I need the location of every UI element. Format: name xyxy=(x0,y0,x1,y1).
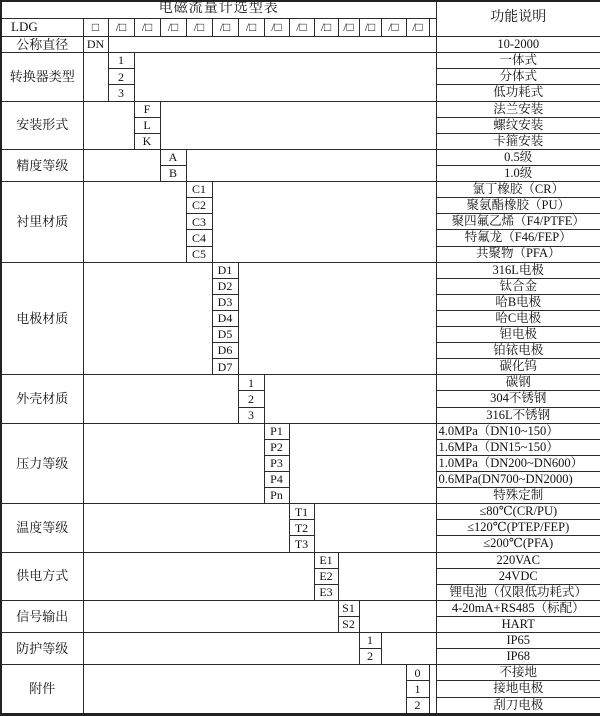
code-placeholder-cell: /□ xyxy=(359,18,381,36)
spec-row xyxy=(1,633,600,649)
value-cell: IP68 xyxy=(436,649,600,665)
spacer-cell xyxy=(83,262,212,375)
code-cell: T1 xyxy=(289,504,314,520)
section-label: 安装形式 xyxy=(1,101,83,149)
code-cell: P2 xyxy=(264,439,289,455)
function-description-header: 功能说明 xyxy=(436,1,600,36)
code-cell: D2 xyxy=(212,278,238,294)
value-cell: 接地电极 xyxy=(436,681,600,697)
section-label: 附件 xyxy=(1,665,83,715)
spacer-cell xyxy=(83,53,108,101)
code-cell: C3 xyxy=(186,214,212,230)
spec-row xyxy=(1,182,600,198)
spec-row xyxy=(1,149,600,165)
value-cell: 220VAC xyxy=(436,552,600,568)
spec-row xyxy=(1,375,600,391)
code-cell: P4 xyxy=(264,472,289,488)
value-cell: ≤200℃(PFA) xyxy=(436,536,600,552)
spec-row xyxy=(1,262,600,278)
title-row xyxy=(1,1,600,18)
spacer-cell xyxy=(160,101,436,149)
code-cell: 2 xyxy=(359,649,381,665)
code-cell: 1 xyxy=(406,681,429,697)
code-placeholder-cell: /□ xyxy=(212,18,238,36)
spacer-cell xyxy=(83,182,186,263)
code-cell: S1 xyxy=(338,600,359,616)
code-cell: T3 xyxy=(289,536,314,552)
code-placeholder-cell: /□ xyxy=(289,18,314,36)
value-cell: 316L不锈钢 xyxy=(436,407,600,423)
code-cell: C2 xyxy=(186,198,212,214)
code-cell: 2 xyxy=(238,391,264,407)
spacer-cell xyxy=(83,149,160,181)
code-cell: 3 xyxy=(108,85,134,101)
spacer-cell xyxy=(83,600,338,632)
code-cell: 2 xyxy=(406,697,429,714)
value-cell: ≤80℃(CR/PU) xyxy=(436,504,600,520)
value-cell: 特殊定制 xyxy=(436,488,600,504)
spacer-cell xyxy=(83,375,238,423)
spec-row xyxy=(1,552,600,568)
code-cell: E1 xyxy=(314,552,338,568)
value-cell: 24VDC xyxy=(436,568,600,584)
code-cell: C5 xyxy=(186,246,212,262)
value-cell: 一体式 xyxy=(436,53,600,69)
spacer-cell xyxy=(83,101,134,149)
spacer-cell xyxy=(314,504,436,552)
value-cell: 聚四氟乙烯（F4/PTFE） xyxy=(436,214,600,230)
code-cell: 1 xyxy=(359,633,381,649)
spacer-cell xyxy=(338,552,436,600)
code-placeholder-cell: /□ xyxy=(108,18,134,36)
code-cell: E2 xyxy=(314,568,338,584)
section-label: 压力等级 xyxy=(1,423,83,504)
value-cell: 共聚物（PFA） xyxy=(436,246,600,262)
code-cell: E3 xyxy=(314,584,338,600)
value-cell: 钛合金 xyxy=(436,278,600,294)
value-cell: HART xyxy=(436,617,600,633)
spec-row xyxy=(1,665,600,681)
spacer-cell xyxy=(359,600,436,632)
value-cell: 4.0MPa（DN10~150） xyxy=(436,423,600,439)
section-label: 电极材质 xyxy=(1,262,83,375)
code-cell: C4 xyxy=(186,230,212,246)
value-cell: 刮刀电极 xyxy=(436,697,600,714)
value-cell: 铂铱电极 xyxy=(436,343,600,359)
value-cell: 10-2000 xyxy=(436,36,600,53)
section-label: 供电方式 xyxy=(1,552,83,600)
code-cell: 2 xyxy=(108,69,134,85)
code-placeholder-cell: /□ xyxy=(134,18,160,36)
section-label: 转换器类型 xyxy=(1,53,83,101)
code-cell: D1 xyxy=(212,262,238,278)
value-cell: IP65 xyxy=(436,633,600,649)
code-placeholder-cell: /□ xyxy=(338,18,359,36)
code-placeholder-cell: /□ xyxy=(186,18,212,36)
code-cell: D3 xyxy=(212,294,238,310)
value-cell: 特氟龙（F46/FEP） xyxy=(436,230,600,246)
spacer-cell xyxy=(289,423,436,504)
value-cell: 不接地 xyxy=(436,665,600,681)
value-cell: 分体式 xyxy=(436,69,600,85)
value-cell: 碳钢 xyxy=(436,375,600,391)
code-cell: D4 xyxy=(212,310,238,326)
value-cell: 氯丁橡胶（CR） xyxy=(436,182,600,198)
spec-row xyxy=(1,600,600,616)
code-cell: S2 xyxy=(338,617,359,633)
spacer-cell xyxy=(83,552,314,600)
section-label: 衬里材质 xyxy=(1,182,83,263)
code-cell: D6 xyxy=(212,343,238,359)
code-placeholder-cell: /□ xyxy=(406,18,429,36)
code-placeholder-cell: /□ xyxy=(314,18,338,36)
code-cell: DN xyxy=(83,36,108,53)
value-cell: 卡箍安装 xyxy=(436,133,600,149)
spacer-cell xyxy=(186,149,436,181)
spacer-cell xyxy=(381,633,436,665)
value-cell: 1.0MPa（DN200~DN600） xyxy=(436,455,600,471)
code-placeholder-box: □ xyxy=(83,18,108,36)
spacer-cell xyxy=(429,665,436,715)
code-placeholder-cell: /□ xyxy=(238,18,264,36)
code-placeholder-cell: /□ xyxy=(264,18,289,36)
spacer-cell xyxy=(108,36,436,53)
value-cell: 1.0级 xyxy=(436,165,600,181)
value-cell: ≤120℃(PTEP/FEP) xyxy=(436,520,600,536)
code-cell: C1 xyxy=(186,182,212,198)
code-cell: 0 xyxy=(406,665,429,681)
value-cell: 哈C电极 xyxy=(436,310,600,326)
value-cell: 304不锈钢 xyxy=(436,391,600,407)
table-title: 电磁流量计选型表 xyxy=(1,1,436,18)
code-cell: 1 xyxy=(238,375,264,391)
section-label: 温度等级 xyxy=(1,504,83,552)
spec-row xyxy=(1,36,600,53)
section-label: 信号输出 xyxy=(1,600,83,632)
spacer-cell xyxy=(83,504,289,552)
spacer-cell xyxy=(83,665,406,715)
code-cell: B xyxy=(160,165,186,181)
spacer-cell xyxy=(83,633,359,665)
value-cell: 0.5级 xyxy=(436,149,600,165)
value-cell: 1.6MPa（DN15~150） xyxy=(436,439,600,455)
section-label: 外壳材质 xyxy=(1,375,83,423)
code-cell: Pn xyxy=(264,488,289,504)
spec-row xyxy=(1,504,600,520)
value-cell: 4-20mA+RS485（标配） xyxy=(436,600,600,616)
code-cell: P3 xyxy=(264,455,289,471)
spec-row xyxy=(1,53,600,69)
spacer-cell xyxy=(238,262,436,375)
code-cell: F xyxy=(134,101,160,117)
value-cell: 哈B电极 xyxy=(436,294,600,310)
value-cell: 316L电极 xyxy=(436,262,600,278)
code-placeholder-cell: /□ xyxy=(381,18,406,36)
section-label: 公称直径 xyxy=(1,36,83,53)
value-cell: 钽电极 xyxy=(436,327,600,343)
code-cell: 3 xyxy=(238,407,264,423)
code-cell: D7 xyxy=(212,359,238,375)
value-cell: 0.6MPa(DN700~DN2000) xyxy=(436,472,600,488)
code-cell: A xyxy=(160,149,186,165)
spec-row xyxy=(1,101,600,117)
spacer-cell xyxy=(429,18,436,36)
value-cell: 螺纹安装 xyxy=(436,117,600,133)
code-cell: T2 xyxy=(289,520,314,536)
spacer-cell xyxy=(264,375,436,423)
value-cell: 聚氨酯橡胶（PU） xyxy=(436,198,600,214)
code-placeholder-cell: /□ xyxy=(160,18,186,36)
code-cell: L xyxy=(134,117,160,133)
section-label: 精度等级 xyxy=(1,149,83,181)
code-cell: K xyxy=(134,133,160,149)
value-cell: 碳化钨 xyxy=(436,359,600,375)
value-cell: 法兰安装 xyxy=(436,101,600,117)
section-label: 防护等级 xyxy=(1,633,83,665)
code-cell: 1 xyxy=(108,53,134,69)
spacer-cell xyxy=(212,182,436,263)
spacer-cell xyxy=(83,423,264,504)
model-prefix: LDG xyxy=(1,18,83,36)
spec-row xyxy=(1,423,600,439)
code-cell: P1 xyxy=(264,423,289,439)
spacer-cell xyxy=(134,53,436,101)
code-cell: D5 xyxy=(212,327,238,343)
value-cell: 低功耗式 xyxy=(436,85,600,101)
value-cell: 锂电池（仅限低功耗式） xyxy=(436,584,600,600)
